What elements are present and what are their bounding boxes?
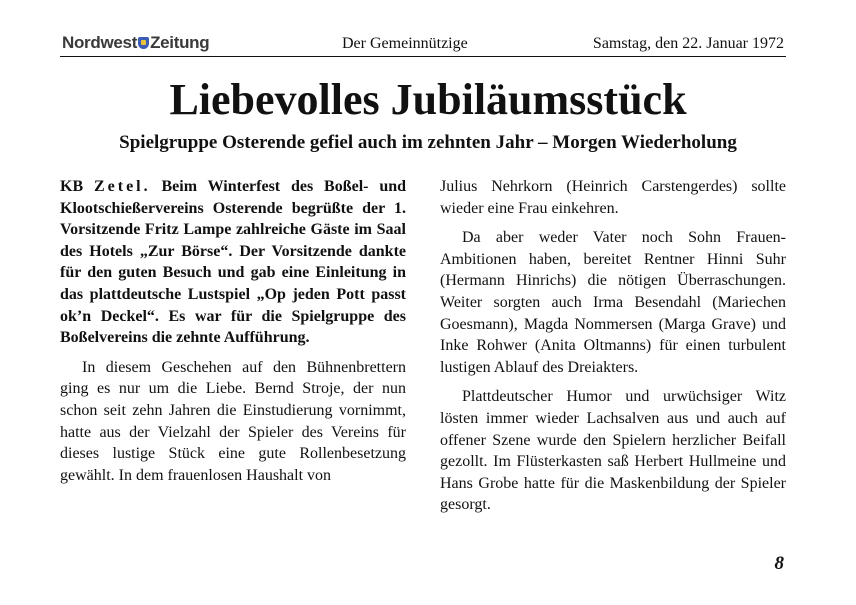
coat-of-arms-icon — [138, 37, 149, 49]
article-column-left — [60, 176, 406, 486]
lead-paragraph — [60, 176, 406, 349]
body-paragraph-1: In diesem Geschehen auf den Bühnenbrettern ging es nur um die Liebe. Bernd Stroje, der nun schon seit zehn Jahren die Einstudierung vornimmt, hatte aus der Vielzahl der Spieler des Vereins für dieses lustige Stück eine gute Rollenbesetzung gewählt. In dem frauenlosen Haushalt von — [60, 358, 406, 484]
headline: Liebevolles Jubiläumsstück — [169, 75, 687, 124]
author-initials: KB — [60, 178, 84, 195]
page-number: 8 — [774, 553, 784, 574]
body-paragraph-1-continued: Julius Nehrkorn (Heinrich Carstengerdes) sollte wieder eine Frau einkehren. — [440, 178, 786, 217]
body-paragraph-3: Plattdeutscher Humor und urwüchsiger Witz lösten immer wieder Lachsalven aus und auch auf offener Szene wurde den Spielern herzlicher Beifall gezollt. Im Flüsterkasten saß Herbert Hullmeine und Hans Grobe hatte für die Maskenbildung der Spieler gesorgt. — [440, 388, 786, 514]
issue-date: Samstag, den 22. Januar 1972 — [592, 35, 784, 52]
body-paragraph-2: Da aber weder Vater noch Sohn Frauen-Ambitionen haben, bereitet Rentner Hinni Suhr (Hermann Hinrichs) die nötigen Überraschungen. Weiter sorgten auch Irma Besendahl (Mariechen Goesmann), Magda Nommersen (Marga Grave) und Inke Rohwer (Anita Oltmanns) für einen turbulent lustigen Ablauf des Dreiakters. — [440, 229, 786, 376]
article-column-right — [440, 176, 786, 516]
logo-text-left: Nordwest — [62, 33, 138, 52]
masthead — [60, 32, 786, 57]
section-name: Der Gemeinnützige — [342, 35, 468, 52]
logo-text-right: Zeitung — [150, 33, 210, 52]
newspaper-logo — [62, 33, 209, 53]
lead-text: Beim Winterfest des Boßel- und Klootschießervereins Osterende begrüßte der 1. Vorsitzende Fritz Lampe zahlreiche Gäste im Saal des Hotels „Zur Börse“. Der Vorsitzende dankte für den guten Besuch und gab eine Einleitung in das plattdeutsche Lustspiel „Op jeden Pott passt ok’n Deckel“. Es war für die Spielgruppe des Boßelvereins die zehnte Aufführung. — [60, 178, 407, 347]
dateline: Zetel. — [93, 178, 151, 195]
subheadline: Spielgruppe Osterende gefiel auch im zehnten Jahr – Morgen Wiederholung — [119, 132, 737, 153]
